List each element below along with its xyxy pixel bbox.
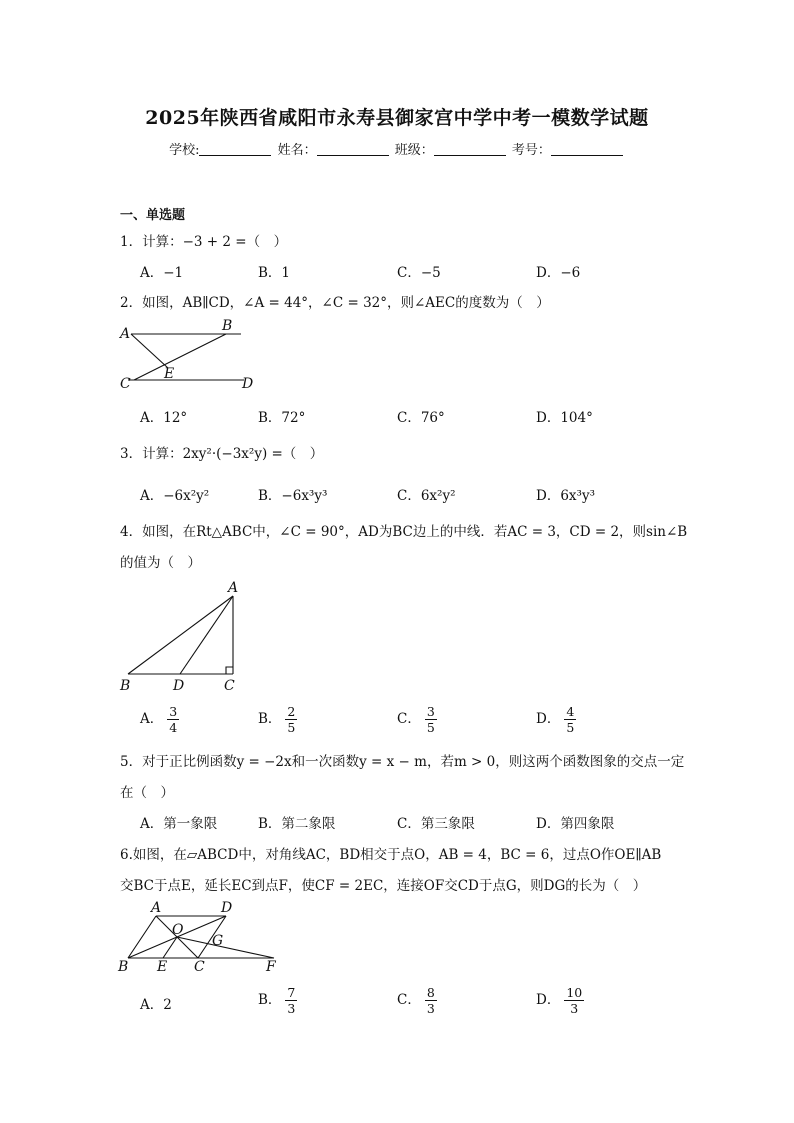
exam-no-blank[interactable]: [551, 143, 623, 156]
school-label: 学校:: [169, 143, 200, 158]
q5-option-a[interactable]: A．第一象限: [140, 816, 218, 832]
class-blank[interactable]: [434, 143, 506, 156]
q5-option-d[interactable]: D．第四象限: [536, 816, 615, 832]
question-1-stem: 1．计算：−3 + 2 =（ ）: [120, 234, 288, 250]
q2-figure: [116, 316, 266, 394]
q4-option-b-letter: B．: [258, 711, 282, 727]
denominator: 5: [566, 720, 575, 735]
q6-option-d-fraction: [564, 985, 584, 1016]
q2-label-d: D: [242, 376, 254, 392]
denominator: 5: [426, 720, 435, 735]
q6-segment-of: [177, 937, 274, 958]
q1-option-d[interactable]: D．−6: [536, 265, 581, 281]
section-heading: 一、单选题: [120, 208, 186, 223]
q4-side-ab: [128, 596, 233, 674]
q6-option-d[interactable]: [536, 985, 584, 1016]
q6-label-c: C: [194, 959, 205, 975]
denominator: 3: [287, 1001, 296, 1016]
q4-option-a-fraction: [167, 704, 179, 735]
q3-option-a[interactable]: A．−6x²y²: [140, 488, 210, 504]
q4-option-c[interactable]: [397, 704, 437, 735]
q2-label-c: C: [120, 376, 131, 392]
q4-option-b-fraction: [285, 704, 297, 735]
q1-option-c[interactable]: C．−5: [397, 265, 441, 281]
q6-option-b-letter: B．: [258, 992, 282, 1008]
q2-option-d[interactable]: D．104°: [536, 410, 593, 426]
q2-label-b: B: [222, 318, 233, 334]
numerator: 3: [426, 704, 435, 719]
question-5-stem-line-1: 5．对于正比例函数y = −2x和一次函数y = x − m，若m > 0，则这两个函数图象的交点一定: [120, 754, 685, 770]
q3-option-d[interactable]: D．6x³y³: [536, 488, 595, 504]
numerator: 8: [426, 985, 435, 1000]
q6-label-a: A: [151, 900, 162, 916]
numerator: 4: [566, 704, 575, 719]
name-blank[interactable]: [317, 143, 389, 156]
q6-label-e: E: [157, 959, 168, 975]
denominator: 3: [570, 1001, 579, 1016]
q6-label-d: D: [221, 900, 233, 916]
q4-option-c-letter: C．: [397, 711, 421, 727]
question-2-stem: 2．如图，AB∥CD，∠A = 44°，∠C = 32°，则∠AEC的度数为（ ）: [120, 295, 550, 311]
q6-option-b[interactable]: [258, 985, 297, 1016]
numerator: 3: [169, 704, 178, 719]
q6-label-o: O: [172, 922, 184, 938]
q6-option-a[interactable]: [140, 993, 172, 1013]
q2-option-a[interactable]: A．12°: [140, 410, 188, 426]
page-title: 2025年陕西省咸阳市永寿县御家宫中学中考一模数学试题: [145, 107, 649, 129]
q4-figure: [114, 578, 254, 696]
q6-label-b: B: [118, 959, 129, 975]
q4-label-b: B: [120, 678, 131, 694]
q2-segment-bc: [134, 334, 226, 380]
question-4-stem-line-2: 的值为（ ）: [120, 555, 201, 571]
exam-no-label: 考号：: [511, 143, 551, 158]
q1-option-b[interactable]: B．1: [258, 265, 291, 281]
denominator: 3: [426, 1001, 435, 1016]
q4-option-b[interactable]: [258, 704, 297, 735]
denominator: 4: [169, 720, 178, 735]
q4-median-ad: [180, 596, 233, 674]
q4-label-d: D: [173, 678, 185, 694]
q4-option-d-letter: D．: [536, 711, 561, 727]
question-6-stem-line-1: 6.如图，在▱ABCD中，对角线AC，BD相交于点O，AB = 4，BC = 6，过点O作OE∥AB: [120, 847, 662, 863]
q4-option-a-letter: A．: [140, 711, 164, 727]
q6-option-c-letter: C．: [397, 992, 421, 1008]
q6-option-c[interactable]: [397, 985, 437, 1016]
class-label: 班级：: [394, 143, 434, 158]
q4-option-a[interactable]: [140, 704, 179, 735]
q6-option-c-fraction: [425, 985, 437, 1016]
q3-option-b[interactable]: B．−6x³y³: [258, 488, 328, 504]
q6-figure: [114, 900, 286, 976]
q5-option-b[interactable]: B．第二象限: [258, 816, 336, 832]
q6-label-g: G: [212, 933, 224, 949]
numerator: 2: [287, 704, 296, 719]
student-info-line: [0, 139, 794, 158]
numerator: 10: [566, 985, 583, 1000]
q4-option-d[interactable]: [536, 704, 576, 735]
q6-option-b-fraction: [285, 985, 297, 1016]
q6-option-a-letter: A．2: [140, 997, 172, 1013]
school-blank[interactable]: [199, 143, 271, 156]
q2-label-e: E: [164, 366, 175, 382]
q2-option-b[interactable]: B．72°: [258, 410, 306, 426]
q2-label-a: A: [120, 326, 131, 342]
q2-option-c[interactable]: C．76°: [397, 410, 445, 426]
question-6-stem-line-2: 交BC于点E，延长EC到点F，使CF = 2EC，连接OF交CD于点G，则DG的长为（ ）: [120, 878, 647, 894]
q4-option-c-fraction: [425, 704, 437, 735]
name-label: 姓名：: [277, 143, 317, 158]
q4-label-c: C: [224, 678, 235, 694]
q1-option-a[interactable]: A．−1: [140, 265, 184, 281]
q2-segment-ae: [131, 334, 168, 368]
numerator: 7: [287, 985, 296, 1000]
q6-label-f: F: [266, 959, 276, 975]
q4-option-d-fraction: [564, 704, 576, 735]
question-4-stem-line-1: 4．如图，在Rt△ABC中，∠C = 90°，AD为BC边上的中线．若AC = 3，CD = 2，则sin∠B: [120, 524, 688, 540]
q4-right-angle-mark: [226, 667, 233, 674]
denominator: 5: [287, 720, 296, 735]
q4-label-a: A: [228, 580, 239, 596]
q5-option-c[interactable]: C．第三象限: [397, 816, 475, 832]
q6-option-d-letter: D．: [536, 992, 561, 1008]
question-5-stem-line-2: 在（ ）: [120, 785, 174, 801]
question-3-stem: 3．计算：2xy²·(−3x²y) =（ ）: [120, 446, 324, 462]
q3-option-c[interactable]: C．6x²y²: [397, 488, 456, 504]
